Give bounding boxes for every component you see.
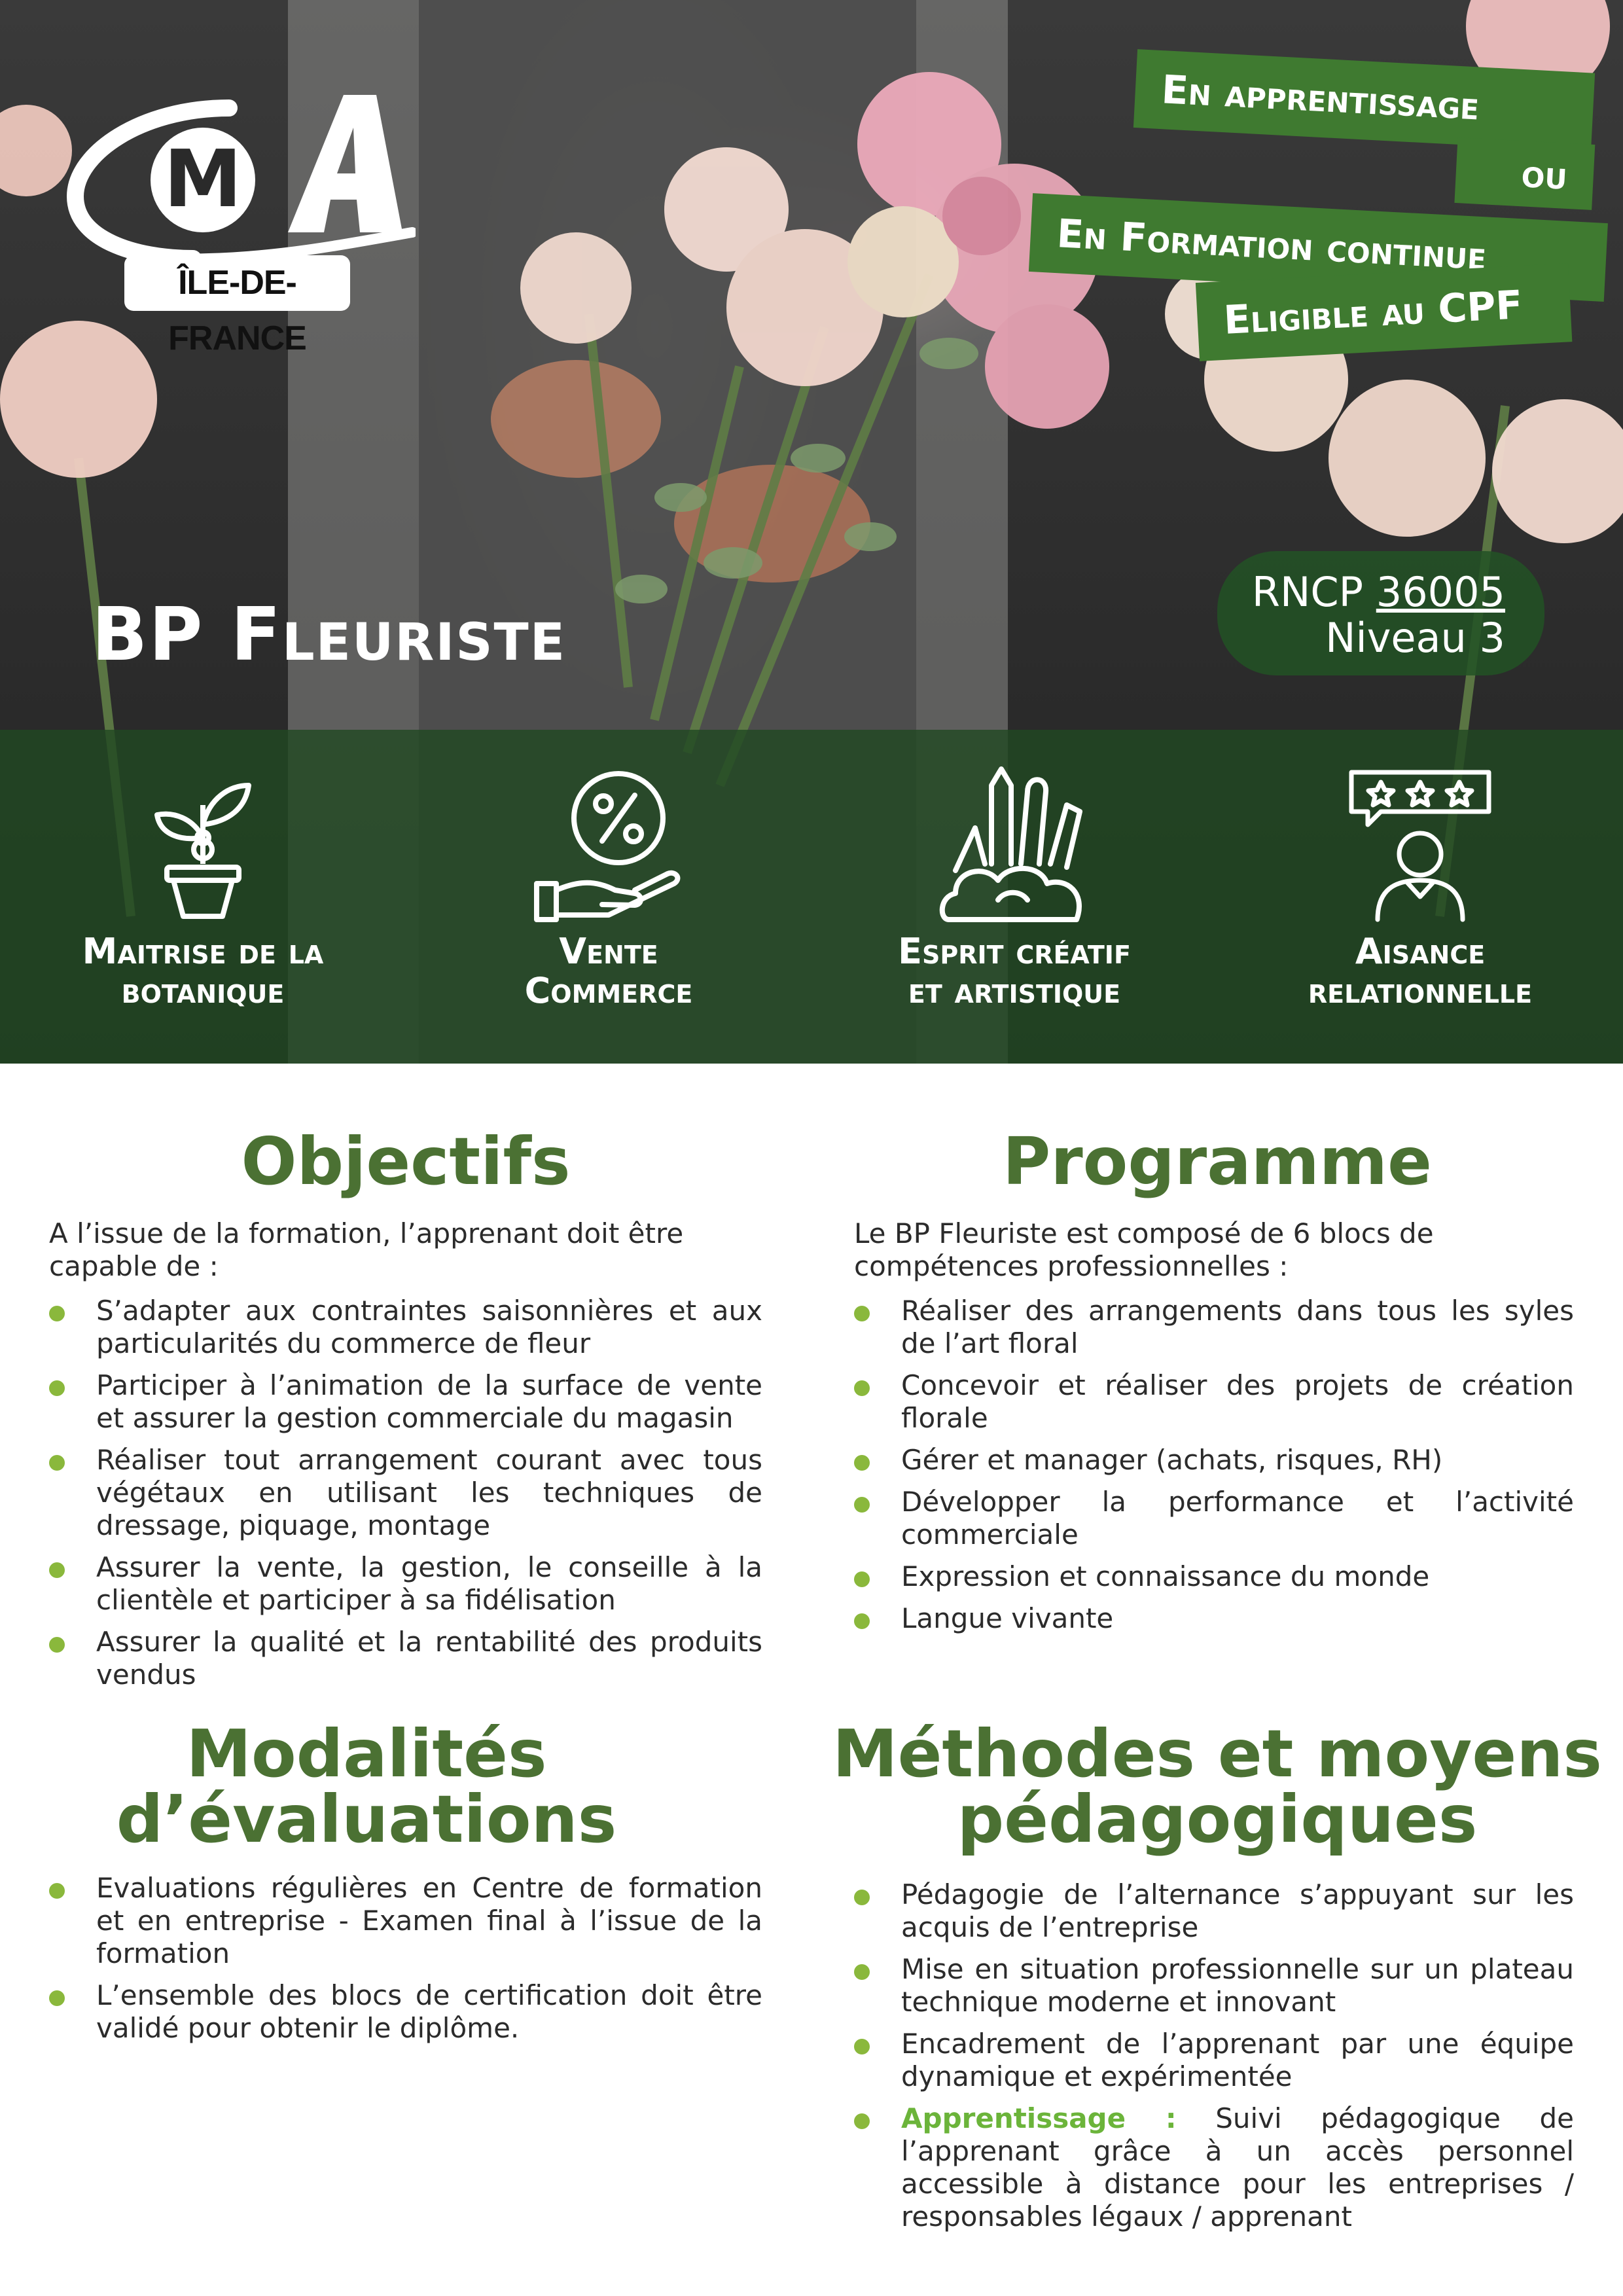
list-item: Evaluations régulières en Centre de formation et en entreprise - Examen final à l’issue de la formation	[49, 1872, 762, 1970]
percent-hand-icon	[530, 766, 687, 923]
tag-ou: ou	[1454, 137, 1595, 210]
programme-list	[854, 1295, 1574, 1635]
modalites-section	[49, 1872, 762, 2054]
rncp-number-link[interactable]: 36005	[1376, 568, 1505, 616]
list-item: Réaliser des arrangements dans tous les syles de l’art floral	[854, 1295, 1574, 1360]
tag-formation-continue: En Formation continue	[1029, 193, 1608, 302]
modalites-list	[49, 1872, 762, 2045]
list-item: Concevoir et réaliser des projets de création florale	[854, 1369, 1574, 1435]
list-item	[854, 2102, 1574, 2233]
list-item: Mise en situation professionnelle sur un plateau technique moderne et innovant	[854, 1953, 1574, 2018]
page-title: BP Fleuriste	[92, 592, 567, 677]
objectifs-heading: Objectifs	[241, 1123, 571, 1200]
level-label: Niveau 3	[1325, 614, 1505, 662]
skill-botanique-line1: Maitrise de la	[82, 931, 324, 972]
modalites-heading-line2: d’évaluations	[116, 1781, 617, 1857]
skill-vente	[432, 766, 785, 1011]
methodes-heading	[812, 1715, 1623, 1857]
rncp-label: RNCP	[1251, 568, 1364, 616]
modalites-heading	[39, 1715, 694, 1857]
skill-botanique	[26, 766, 380, 1011]
list-item: Réaliser tout arrangement courant avec tous végétaux en utilisant les techniques de dressage, piquage, montage	[49, 1444, 762, 1542]
plant-pot-icon	[137, 766, 268, 923]
skill-relationnel-line2: relationnelle	[1308, 970, 1533, 1011]
methodes-section	[854, 1878, 1574, 2242]
list-item: Développer la performance et l’activité commerciale	[854, 1486, 1574, 1551]
list-item: Participer à l’animation de la surface de vente et assurer la gestion commerciale du magasin	[49, 1369, 762, 1435]
list-item: Gérer et manager (achats, risques, RH)	[854, 1444, 1574, 1477]
methodes-list	[854, 1878, 1574, 2233]
skill-botanique-line2: botanique	[121, 970, 285, 1011]
skill-creatif-line2: et artistique	[908, 970, 1121, 1011]
skill-creatif-line1: Esprit créatif	[898, 931, 1131, 972]
apprentissage-text: Suivi pédagogique de l’apprenant grâce à un accès personnel accessible à distance pour les entreprises / responsables légaux / apprenant	[901, 2102, 1574, 2233]
rncp-badge	[1217, 551, 1544, 675]
skill-vente-line1: Vente	[559, 931, 658, 972]
skill-relationnel	[1243, 766, 1597, 1011]
list-item: Assurer la qualité et la rentabilité des produits vendus	[49, 1626, 762, 1691]
hero-banner	[0, 0, 1623, 1064]
list-item: Pédagogie de l’alternance s’appuyant sur les acquis de l’entreprise	[854, 1878, 1574, 1944]
svg-text:M: M	[164, 134, 242, 225]
programme-intro: Le BP Fleuriste est composé de 6 blocs de compétences professionnelles :	[854, 1217, 1434, 1282]
list-item: Expression et connaissance du monde	[854, 1560, 1574, 1593]
art-supplies-icon	[936, 766, 1093, 923]
list-item: Assurer la vente, la gestion, le conseille à la clientèle et participer à sa fidélisation	[49, 1551, 762, 1617]
modalites-heading-line1: Modalités	[186, 1715, 547, 1792]
methodes-heading-line1: Méthodes et moyens	[832, 1715, 1602, 1792]
list-item: S’adapter aux contraintes saisonnières et aux particularités du commerce de fleur	[49, 1295, 762, 1360]
list-item: Encadrement de l’apprenant par une équipe dynamique et expérimentée	[854, 2028, 1574, 2093]
tag-eligible-cpf: Eligible au CPF	[1196, 263, 1572, 361]
skill-relationnel-line1: Aisance	[1355, 931, 1486, 972]
objectifs-list	[49, 1295, 762, 1691]
skill-creatif	[838, 766, 1191, 1011]
methodes-heading-line2: pédagogiques	[957, 1781, 1478, 1857]
list-item: Langue vivante	[854, 1602, 1574, 1635]
list-item: L’ensemble des blocs de certification doit être validé pour obtenir le diplôme.	[49, 1979, 762, 2045]
skill-vente-line2: Commerce	[524, 970, 693, 1011]
programme-section	[854, 1217, 1574, 1644]
apprentissage-highlight: Apprentissage :	[901, 2102, 1177, 2134]
region-badge: ÎLE-DE-FRANCE	[124, 255, 350, 311]
objectifs-section	[49, 1217, 762, 1700]
programme-heading: Programme	[1003, 1123, 1432, 1200]
customer-rating-icon	[1342, 766, 1499, 923]
objectifs-intro: A l’issue de la formation, l’apprenant doit être capable de :	[49, 1217, 684, 1282]
tag-apprentissage: En apprentissage	[1133, 49, 1595, 151]
